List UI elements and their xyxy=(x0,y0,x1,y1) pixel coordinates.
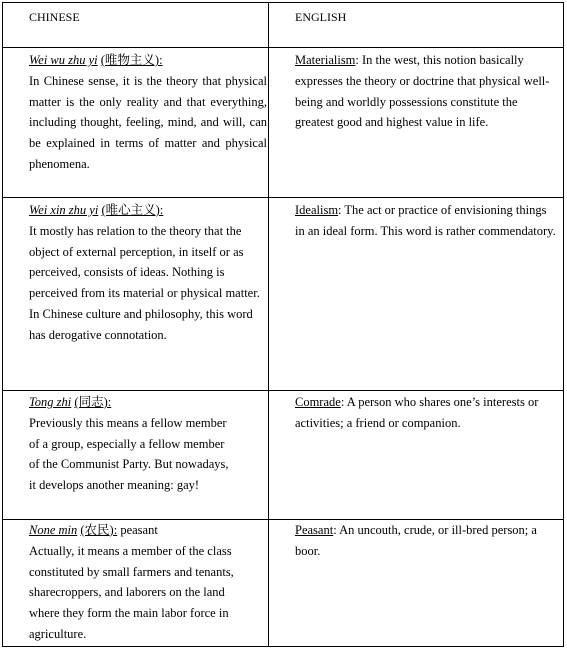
english-cell xyxy=(295,50,557,133)
chinese-term-suffix: peasant xyxy=(117,523,158,537)
chinese-characters: (唯物主义): xyxy=(100,53,163,67)
chinese-term-line xyxy=(29,200,267,221)
chinese-term-line xyxy=(29,520,251,541)
english-cell xyxy=(295,520,557,562)
table-row xyxy=(3,520,563,646)
english-definition: : The act or practice of envisioning things in an ideal form. This word is rather commendatory. xyxy=(295,203,556,238)
chinese-definition: In Chinese sense, it is the theory that physical matter is the only reality and that everything, including thought, feeling, mind, and will, can be explained in terms of matter and physical phenomena. xyxy=(29,73,267,171)
header-row xyxy=(3,3,563,48)
table-row xyxy=(3,198,563,391)
chinese-cell xyxy=(29,520,251,645)
english-term: Materialism xyxy=(295,53,356,67)
chinese-definition: Actually, it means a member of the class constituted by small farmers and tenants, sharecroppers, and laborers on the land where they form the main labor force in agriculture. xyxy=(29,543,234,641)
chinese-cell xyxy=(29,50,267,175)
table-row xyxy=(3,391,563,520)
chinese-term: Wei xin zhu yi xyxy=(29,203,99,217)
english-cell xyxy=(295,392,557,434)
chinese-definition: It mostly has relation to the theory that the object of external perception, in itself or as perceived, consists of ideas. Nothing is perceived from its material or physical matter. In Chinese culture and philosophy, this word has derogative connotation. xyxy=(29,223,260,342)
comparison-table xyxy=(2,2,564,647)
english-definition: : An uncouth, crude, or ill-bred person; a boor. xyxy=(295,523,537,558)
chinese-term: Tong zhi xyxy=(29,395,72,409)
english-definition: : In the west, this notion basically expresses the theory or doctrine that physical well-being and worldly possessions constitute the greatest good and highest value in life. xyxy=(295,53,550,130)
english-cell xyxy=(295,200,557,242)
chinese-term-line xyxy=(29,392,234,413)
chinese-term-line xyxy=(29,50,267,71)
header-english: ENGLISH xyxy=(295,10,347,24)
chinese-characters: (农民): xyxy=(80,523,118,537)
chinese-cell xyxy=(29,200,267,346)
chinese-definition: Previously this means a fellow member of a group, especially a fellow member of the Communist Party. But nowadays, it develops another meaning: gay! xyxy=(29,415,229,493)
chinese-term: Wei wu zhu yi xyxy=(29,53,98,67)
english-term: Peasant xyxy=(295,523,334,537)
english-term: Idealism xyxy=(295,203,339,217)
english-term: Comrade xyxy=(295,395,341,409)
chinese-term: None min xyxy=(29,523,78,537)
chinese-cell xyxy=(29,392,234,496)
english-definition: : A person who shares one’s interests or activities; a friend or companion. xyxy=(295,395,539,430)
chinese-characters: (同志): xyxy=(74,395,112,409)
table-row xyxy=(3,48,563,198)
header-chinese: CHINESE xyxy=(29,10,80,24)
chinese-characters: (唯心主义): xyxy=(101,203,164,217)
